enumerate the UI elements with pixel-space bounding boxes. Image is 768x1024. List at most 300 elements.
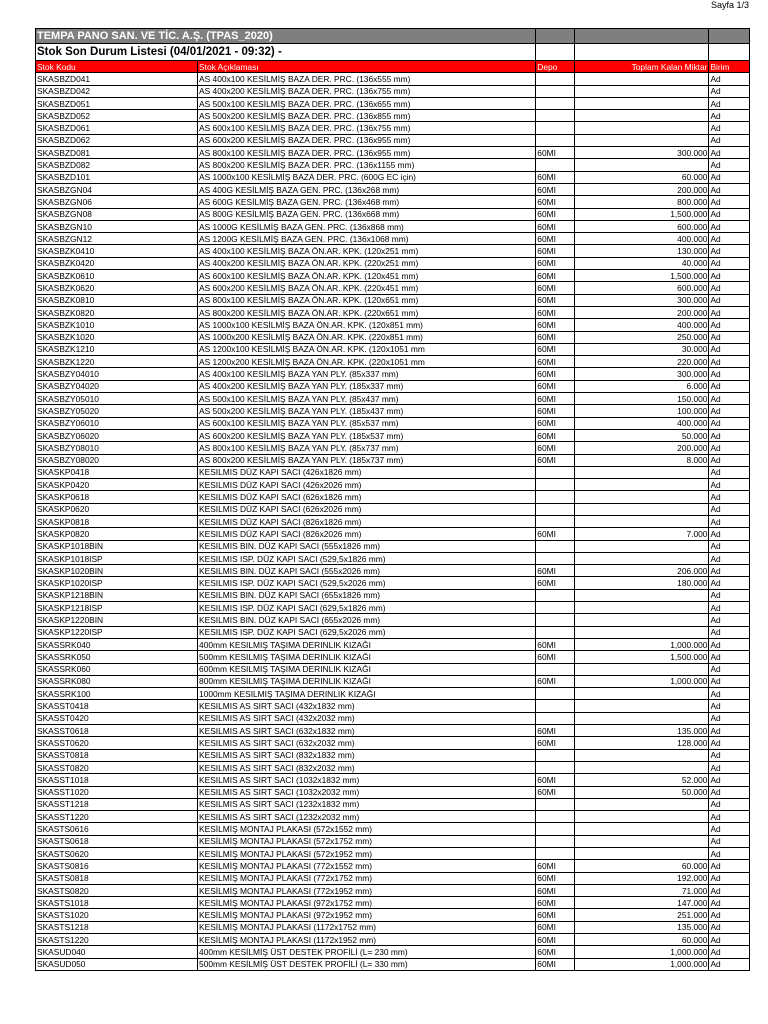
- stock-code-cell: SKASBZY06020: [36, 429, 198, 441]
- table-row: [36, 565, 750, 577]
- table-row: [36, 663, 750, 675]
- report-subtitle: Stok Son Durum Listesi (04/01/2021 - 09:32) -: [36, 44, 536, 61]
- unit-cell: Ad: [709, 540, 750, 552]
- table-row: [36, 405, 750, 417]
- table-row: [36, 429, 750, 441]
- depot-cell: 60MI: [536, 343, 574, 355]
- stock-code-cell: SKASBZGN06: [36, 196, 198, 208]
- unit-cell: Ad: [709, 823, 750, 835]
- remaining-quantity-cell: 52.000: [574, 774, 709, 786]
- depot-cell: 60MI: [536, 577, 574, 589]
- unit-cell: Ad: [709, 934, 750, 946]
- unit-cell: Ad: [709, 958, 750, 970]
- table-row: [36, 368, 750, 380]
- stock-description-cell: AS 800G KESİLMİŞ BAZA GEN. PRC. (136x668 mm): [198, 208, 536, 220]
- table-row: [36, 749, 750, 761]
- stock-description-cell: KESILMIS DÜZ KAPI SACI (626x2026 mm): [198, 503, 536, 515]
- unit-cell: Ad: [709, 73, 750, 85]
- stock-description-cell: AS 1200x100 KESİLMİŞ BAZA ÖN.AR. KPK. (120x1051 mm: [198, 343, 536, 355]
- unit-cell: Ad: [709, 294, 750, 306]
- report-subtitle-row: [36, 44, 750, 61]
- stock-code-cell: SKASBZK0620: [36, 282, 198, 294]
- unit-cell: Ad: [709, 85, 750, 97]
- stock-code-cell: SKASKP1020ISP: [36, 577, 198, 589]
- stock-code-cell: SKASTS0820: [36, 884, 198, 896]
- unit-cell: Ad: [709, 159, 750, 171]
- stock-description-cell: KESİLMİŞ MONTAJ PLAKASI (772x1752 mm): [198, 872, 536, 884]
- unit-cell: Ad: [709, 429, 750, 441]
- remaining-quantity-cell: 1,500.000: [574, 270, 709, 282]
- depot-cell: 60MI: [536, 675, 574, 687]
- unit-cell: Ad: [709, 442, 750, 454]
- stock-description-cell: AS 400x100 KESİLMİŞ BAZA DER. PRC. (136x555 mm): [198, 73, 536, 85]
- table-row: [36, 638, 750, 650]
- unit-cell: Ad: [709, 946, 750, 958]
- table-row: [36, 946, 750, 958]
- page-number-label: Sayfa 1/3: [710, 0, 749, 10]
- table-row: [36, 442, 750, 454]
- stock-description-cell: KESILMIS AS SIRT SACI (832x2032 mm): [198, 761, 536, 773]
- depot-cell: 60MI: [536, 245, 574, 257]
- depot-cell: [536, 589, 574, 601]
- stock-description-cell: KESILMIS AS SIRT SACI (432x1832 mm): [198, 700, 536, 712]
- depot-cell: 60MI: [536, 196, 574, 208]
- table-row: [36, 835, 750, 847]
- remaining-quantity-cell: 192.000: [574, 872, 709, 884]
- unit-cell: Ad: [709, 675, 750, 687]
- unit-cell: Ad: [709, 884, 750, 896]
- stock-code-cell: SKASKP0618: [36, 491, 198, 503]
- unit-cell: Ad: [709, 761, 750, 773]
- unit-cell: Ad: [709, 860, 750, 872]
- table-row: [36, 872, 750, 884]
- remaining-quantity-cell: [574, 97, 709, 109]
- remaining-quantity-cell: [574, 811, 709, 823]
- remaining-quantity-cell: [574, 761, 709, 773]
- table-row: [36, 958, 750, 970]
- stock-code-cell: SKASSRK060: [36, 663, 198, 675]
- unit-cell: Ad: [709, 220, 750, 232]
- depot-cell: 60MI: [536, 786, 574, 798]
- depot-cell: 60MI: [536, 331, 574, 343]
- remaining-quantity-cell: 30.000: [574, 343, 709, 355]
- stock-code-cell: SKASBZK0420: [36, 257, 198, 269]
- table-row: [36, 761, 750, 773]
- table-row: [36, 528, 750, 540]
- stock-code-cell: SKASSRK100: [36, 688, 198, 700]
- stock-description-cell: 500mm KESILMIŞ TAŞIMA DERINLIK KIZAĞI: [198, 651, 536, 663]
- depot-cell: 60MI: [536, 774, 574, 786]
- stock-code-cell: SKASKP1220ISP: [36, 626, 198, 638]
- stock-description-cell: AS 400x200 KESİLMİŞ BAZA YAN PLY. (185x337 mm): [198, 380, 536, 392]
- stock-code-cell: SKASBZY08020: [36, 454, 198, 466]
- depot-cell: [536, 798, 574, 810]
- table-row: [36, 110, 750, 122]
- remaining-quantity-cell: [574, 798, 709, 810]
- stock-description-cell: 500mm KESİLMİŞ ÜST DESTEK PROFİLİ (L= 330 mm): [198, 958, 536, 970]
- unit-cell: Ad: [709, 897, 750, 909]
- remaining-quantity-cell: 1,000.000: [574, 638, 709, 650]
- table-row: [36, 85, 750, 97]
- depot-cell: [536, 848, 574, 860]
- stock-code-cell: SKASKP0418: [36, 466, 198, 478]
- table-row: [36, 171, 750, 183]
- stock-code-cell: SKASBZGN12: [36, 233, 198, 245]
- table-row: [36, 725, 750, 737]
- stock-description-cell: KESILMIS DÜZ KAPI SACI (626x1826 mm): [198, 491, 536, 503]
- stock-description-cell: AS 800x200 KESİLMİŞ BAZA YAN PLY. (185x737 mm): [198, 454, 536, 466]
- remaining-quantity-cell: 40.000: [574, 257, 709, 269]
- remaining-quantity-cell: 200.000: [574, 306, 709, 318]
- table-row: [36, 331, 750, 343]
- remaining-quantity-cell: 50.000: [574, 786, 709, 798]
- unit-cell: Ad: [709, 466, 750, 478]
- table-row: [36, 466, 750, 478]
- stock-description-cell: KESILMIS AS SIRT SACI (632x2032 mm): [198, 737, 536, 749]
- column-header-quantity: Toplam Kalan Miktar: [574, 61, 709, 73]
- remaining-quantity-cell: [574, 466, 709, 478]
- stock-code-cell: SKASUD050: [36, 958, 198, 970]
- depot-cell: [536, 159, 574, 171]
- depot-cell: 60MI: [536, 393, 574, 405]
- stock-code-cell: SKASBZK1210: [36, 343, 198, 355]
- depot-cell: [536, 110, 574, 122]
- remaining-quantity-cell: 1,000.000: [574, 675, 709, 687]
- stock-code-cell: SKASTS1218: [36, 921, 198, 933]
- stock-code-cell: SKASTS0618: [36, 835, 198, 847]
- table-row: [36, 540, 750, 552]
- unit-cell: Ad: [709, 319, 750, 331]
- table-row: [36, 811, 750, 823]
- table-row: [36, 934, 750, 946]
- stock-description-cell: AS 600x100 KESİLMİŞ BAZA YAN PLY. (85x537 mm): [198, 417, 536, 429]
- table-row: [36, 884, 750, 896]
- stock-description-cell: 600mm KESILMIŞ TAŞIMA DERINLIK KIZAĞI: [198, 663, 536, 675]
- depot-cell: 60MI: [536, 380, 574, 392]
- remaining-quantity-cell: 60.000: [574, 860, 709, 872]
- subtitle-filler: [536, 44, 574, 61]
- depot-cell: 60MI: [536, 725, 574, 737]
- remaining-quantity-cell: [574, 589, 709, 601]
- depot-cell: [536, 491, 574, 503]
- stock-description-cell: KESILMIS ISP. DÜZ KAPI SACI (629,5x1826 mm): [198, 602, 536, 614]
- unit-cell: Ad: [709, 552, 750, 564]
- depot-cell: [536, 700, 574, 712]
- unit-cell: Ad: [709, 589, 750, 601]
- table-row: [36, 602, 750, 614]
- remaining-quantity-cell: 130.000: [574, 245, 709, 257]
- stock-description-cell: KESILMIS ISP. DÜZ KAPI SACI (529,5x2026 mm): [198, 577, 536, 589]
- unit-cell: Ad: [709, 749, 750, 761]
- stock-description-cell: AS 600x100 KESİLMİŞ BAZA DER. PRC. (136x755 mm): [198, 122, 536, 134]
- unit-cell: Ad: [709, 663, 750, 675]
- unit-cell: Ad: [709, 614, 750, 626]
- unit-cell: Ad: [709, 872, 750, 884]
- remaining-quantity-cell: 400.000: [574, 233, 709, 245]
- table-row: [36, 860, 750, 872]
- stock-code-cell: SKASBZD081: [36, 147, 198, 159]
- unit-cell: Ad: [709, 688, 750, 700]
- depot-cell: 60MI: [536, 565, 574, 577]
- remaining-quantity-cell: [574, 663, 709, 675]
- table-row: [36, 589, 750, 601]
- unit-cell: Ad: [709, 380, 750, 392]
- remaining-quantity-cell: 60.000: [574, 934, 709, 946]
- table-row: [36, 823, 750, 835]
- unit-cell: Ad: [709, 491, 750, 503]
- stock-description-cell: KESILMIS AS SIRT SACI (1032x2032 mm): [198, 786, 536, 798]
- stock-description-cell: KESİLMİŞ MONTAJ PLAKASI (572x1752 mm): [198, 835, 536, 847]
- unit-cell: Ad: [709, 282, 750, 294]
- stock-code-cell: SKASBZD061: [36, 122, 198, 134]
- stock-code-cell: SKASST1018: [36, 774, 198, 786]
- stock-description-cell: AS 800x100 KESİLMİŞ BAZA DER. PRC. (136x955 mm): [198, 147, 536, 159]
- stock-code-cell: SKASKP1220BIN: [36, 614, 198, 626]
- unit-cell: Ad: [709, 393, 750, 405]
- unit-cell: Ad: [709, 565, 750, 577]
- stock-code-cell: SKASBZD101: [36, 171, 198, 183]
- depot-cell: [536, 835, 574, 847]
- remaining-quantity-cell: [574, 134, 709, 146]
- table-row: [36, 503, 750, 515]
- stock-code-cell: SKASSRK080: [36, 675, 198, 687]
- remaining-quantity-cell: 200.000: [574, 442, 709, 454]
- depot-cell: [536, 466, 574, 478]
- depot-cell: 60MI: [536, 442, 574, 454]
- stock-description-cell: KESİLMİŞ MONTAJ PLAKASI (972x1952 mm): [198, 909, 536, 921]
- stock-description-cell: KESILMIS AS SIRT SACI (432x2032 mm): [198, 712, 536, 724]
- table-row: [36, 909, 750, 921]
- unit-cell: Ad: [709, 503, 750, 515]
- table-row: [36, 356, 750, 368]
- stock-description-cell: AS 400x200 KESİLMİŞ BAZA ÖN.AR. KPK. (220x251 mm): [198, 257, 536, 269]
- depot-cell: 60MI: [536, 356, 574, 368]
- unit-cell: Ad: [709, 774, 750, 786]
- unit-cell: Ad: [709, 454, 750, 466]
- company-title-filler: [574, 29, 709, 44]
- stock-code-cell: SKASBZK1020: [36, 331, 198, 343]
- depot-cell: 60MI: [536, 958, 574, 970]
- depot-cell: 60MI: [536, 860, 574, 872]
- depot-cell: 60MI: [536, 946, 574, 958]
- stock-code-cell: SKASKP1018BIN: [36, 540, 198, 552]
- table-row: [36, 552, 750, 564]
- stock-description-cell: AS 600G KESİLMİŞ BAZA GEN. PRC. (136x468 mm): [198, 196, 536, 208]
- stock-code-cell: SKASST0818: [36, 749, 198, 761]
- remaining-quantity-cell: 6.000: [574, 380, 709, 392]
- stock-code-cell: SKASBZY04020: [36, 380, 198, 392]
- table-row: [36, 577, 750, 589]
- table-row: [36, 712, 750, 724]
- table-row: [36, 196, 750, 208]
- unit-cell: Ad: [709, 417, 750, 429]
- stock-description-cell: KESİLMİŞ MONTAJ PLAKASI (572x1552 mm): [198, 823, 536, 835]
- depot-cell: [536, 602, 574, 614]
- stock-code-cell: SKASTS1018: [36, 897, 198, 909]
- stock-description-cell: AS 400x200 KESİLMİŞ BAZA DER. PRC. (136x755 mm): [198, 85, 536, 97]
- remaining-quantity-cell: 180.000: [574, 577, 709, 589]
- unit-cell: Ad: [709, 147, 750, 159]
- unit-cell: Ad: [709, 368, 750, 380]
- table-row: [36, 319, 750, 331]
- unit-cell: Ad: [709, 725, 750, 737]
- stock-code-cell: SKASKP0820: [36, 528, 198, 540]
- stock-code-cell: SKASST0618: [36, 725, 198, 737]
- depot-cell: [536, 663, 574, 675]
- depot-cell: [536, 626, 574, 638]
- stock-code-cell: SKASKP0620: [36, 503, 198, 515]
- stock-description-cell: KESILMIS AS SIRT SACI (632x1832 mm): [198, 725, 536, 737]
- depot-cell: 60MI: [536, 208, 574, 220]
- unit-cell: Ad: [709, 233, 750, 245]
- table-row: [36, 134, 750, 146]
- remaining-quantity-cell: 150.000: [574, 393, 709, 405]
- remaining-quantity-cell: 400.000: [574, 417, 709, 429]
- remaining-quantity-cell: [574, 479, 709, 491]
- table-row: [36, 774, 750, 786]
- depot-cell: 60MI: [536, 220, 574, 232]
- unit-cell: Ad: [709, 626, 750, 638]
- remaining-quantity-cell: 100.000: [574, 405, 709, 417]
- stock-code-cell: SKASBZK0810: [36, 294, 198, 306]
- depot-cell: [536, 122, 574, 134]
- remaining-quantity-cell: 206.000: [574, 565, 709, 577]
- remaining-quantity-cell: [574, 159, 709, 171]
- depot-cell: 60MI: [536, 306, 574, 318]
- unit-cell: Ad: [709, 343, 750, 355]
- stock-code-cell: SKASKP0818: [36, 515, 198, 527]
- stock-report-table: [35, 28, 750, 971]
- remaining-quantity-cell: 600.000: [574, 220, 709, 232]
- stock-description-cell: AS 1200x200 KESİLMİŞ BAZA ÖN.AR. KPK. (220x1051 mm: [198, 356, 536, 368]
- stock-code-cell: SKASBZK1220: [36, 356, 198, 368]
- table-row: [36, 651, 750, 663]
- stock-code-cell: SKASTS0616: [36, 823, 198, 835]
- stock-code-cell: SKASST0420: [36, 712, 198, 724]
- stock-description-cell: AS 1000x100 KESİLMİŞ BAZA DER. PRC. (600G EC için): [198, 171, 536, 183]
- remaining-quantity-cell: [574, 503, 709, 515]
- stock-description-cell: AS 800x100 KESİLMİŞ BAZA YAN PLY. (85x737 mm): [198, 442, 536, 454]
- stock-code-cell: SKASKP1018ISP: [36, 552, 198, 564]
- depot-cell: 60MI: [536, 934, 574, 946]
- table-row: [36, 380, 750, 392]
- table-row: [36, 233, 750, 245]
- stock-description-cell: KESILMIS BIN. DÜZ KAPI SACI (655x1826 mm): [198, 589, 536, 601]
- depot-cell: 60MI: [536, 233, 574, 245]
- depot-cell: 60MI: [536, 319, 574, 331]
- remaining-quantity-cell: 8.000: [574, 454, 709, 466]
- depot-cell: 60MI: [536, 270, 574, 282]
- table-row: [36, 798, 750, 810]
- remaining-quantity-cell: 300.000: [574, 294, 709, 306]
- depot-cell: 60MI: [536, 638, 574, 650]
- stock-code-cell: SKASTS0816: [36, 860, 198, 872]
- depot-cell: [536, 811, 574, 823]
- table-row: [36, 147, 750, 159]
- table-row: [36, 921, 750, 933]
- remaining-quantity-cell: 135.000: [574, 725, 709, 737]
- remaining-quantity-cell: [574, 700, 709, 712]
- unit-cell: Ad: [709, 97, 750, 109]
- remaining-quantity-cell: [574, 515, 709, 527]
- depot-cell: [536, 540, 574, 552]
- remaining-quantity-cell: 220.000: [574, 356, 709, 368]
- depot-cell: [536, 749, 574, 761]
- stock-description-cell: AS 500x200 KESİLMİŞ BAZA YAN PLY. (185x437 mm): [198, 405, 536, 417]
- unit-cell: Ad: [709, 208, 750, 220]
- stock-description-cell: AS 400x100 KESİLMİŞ BAZA ÖN.AR. KPK. (120x251 mm): [198, 245, 536, 257]
- table-row: [36, 626, 750, 638]
- depot-cell: 60MI: [536, 171, 574, 183]
- remaining-quantity-cell: 1,000.000: [574, 958, 709, 970]
- remaining-quantity-cell: [574, 85, 709, 97]
- depot-cell: [536, 614, 574, 626]
- table-row: [36, 245, 750, 257]
- remaining-quantity-cell: 50.000: [574, 429, 709, 441]
- stock-code-cell: SKASBZD082: [36, 159, 198, 171]
- table-row: [36, 208, 750, 220]
- table-row: [36, 183, 750, 195]
- stock-code-cell: SKASBZD051: [36, 97, 198, 109]
- stock-description-cell: AS 500x100 KESİLMİŞ BAZA YAN PLY. (85x437 mm): [198, 393, 536, 405]
- stock-code-cell: SKASSRK040: [36, 638, 198, 650]
- stock-description-cell: 800mm KESILMIŞ TAŞIMA DERINLIK KIZAĞI: [198, 675, 536, 687]
- stock-description-cell: KESILMIS BIN. DÜZ KAPI SACI (655x2026 mm): [198, 614, 536, 626]
- depot-cell: 60MI: [536, 429, 574, 441]
- depot-cell: 60MI: [536, 405, 574, 417]
- stock-code-cell: SKASBZGN10: [36, 220, 198, 232]
- table-row: [36, 159, 750, 171]
- table-row: [36, 479, 750, 491]
- stock-description-cell: 400mm KESILMIŞ TAŞIMA DERINLIK KIZAĞI: [198, 638, 536, 650]
- table-row: [36, 73, 750, 85]
- column-header-depot: Depo: [536, 61, 574, 73]
- stock-code-cell: SKASBZD062: [36, 134, 198, 146]
- stock-code-cell: SKASBZY06010: [36, 417, 198, 429]
- unit-cell: Ad: [709, 479, 750, 491]
- stock-code-cell: SKASST0820: [36, 761, 198, 773]
- unit-cell: Ad: [709, 712, 750, 724]
- stock-code-cell: SKASUD040: [36, 946, 198, 958]
- stock-description-cell: AS 600x200 KESİLMİŞ BAZA DER. PRC. (136x955 mm): [198, 134, 536, 146]
- depot-cell: [536, 712, 574, 724]
- remaining-quantity-cell: [574, 823, 709, 835]
- depot-cell: [536, 503, 574, 515]
- stock-description-cell: KESILMIS BIN. DÜZ KAPI SACI (555x2026 mm): [198, 565, 536, 577]
- company-title: TEMPA PANO SAN. VE TİC. A.Ş. (TPAS_2020): [36, 29, 536, 44]
- depot-cell: [536, 73, 574, 85]
- stock-code-cell: SKASST1020: [36, 786, 198, 798]
- remaining-quantity-cell: 600.000: [574, 282, 709, 294]
- depot-cell: 60MI: [536, 528, 574, 540]
- unit-cell: Ad: [709, 786, 750, 798]
- unit-cell: Ad: [709, 835, 750, 847]
- stock-description-cell: AS 800x200 KESİLMİŞ BAZA DER. PRC. (136x1155 mm): [198, 159, 536, 171]
- company-title-filler: [709, 29, 750, 44]
- unit-cell: Ad: [709, 270, 750, 282]
- depot-cell: 60MI: [536, 651, 574, 663]
- unit-cell: Ad: [709, 110, 750, 122]
- remaining-quantity-cell: [574, 491, 709, 503]
- unit-cell: Ad: [709, 737, 750, 749]
- stock-description-cell: KESILMIS AS SIRT SACI (1232x1832 mm): [198, 798, 536, 810]
- depot-cell: 60MI: [536, 454, 574, 466]
- stock-description-cell: AS 1000x100 KESİLMİŞ BAZA ÖN.AR. KPK. (120x851 mm): [198, 319, 536, 331]
- stock-code-cell: SKASBZY05020: [36, 405, 198, 417]
- remaining-quantity-cell: 60.000: [574, 171, 709, 183]
- remaining-quantity-cell: 251.000: [574, 909, 709, 921]
- remaining-quantity-cell: [574, 688, 709, 700]
